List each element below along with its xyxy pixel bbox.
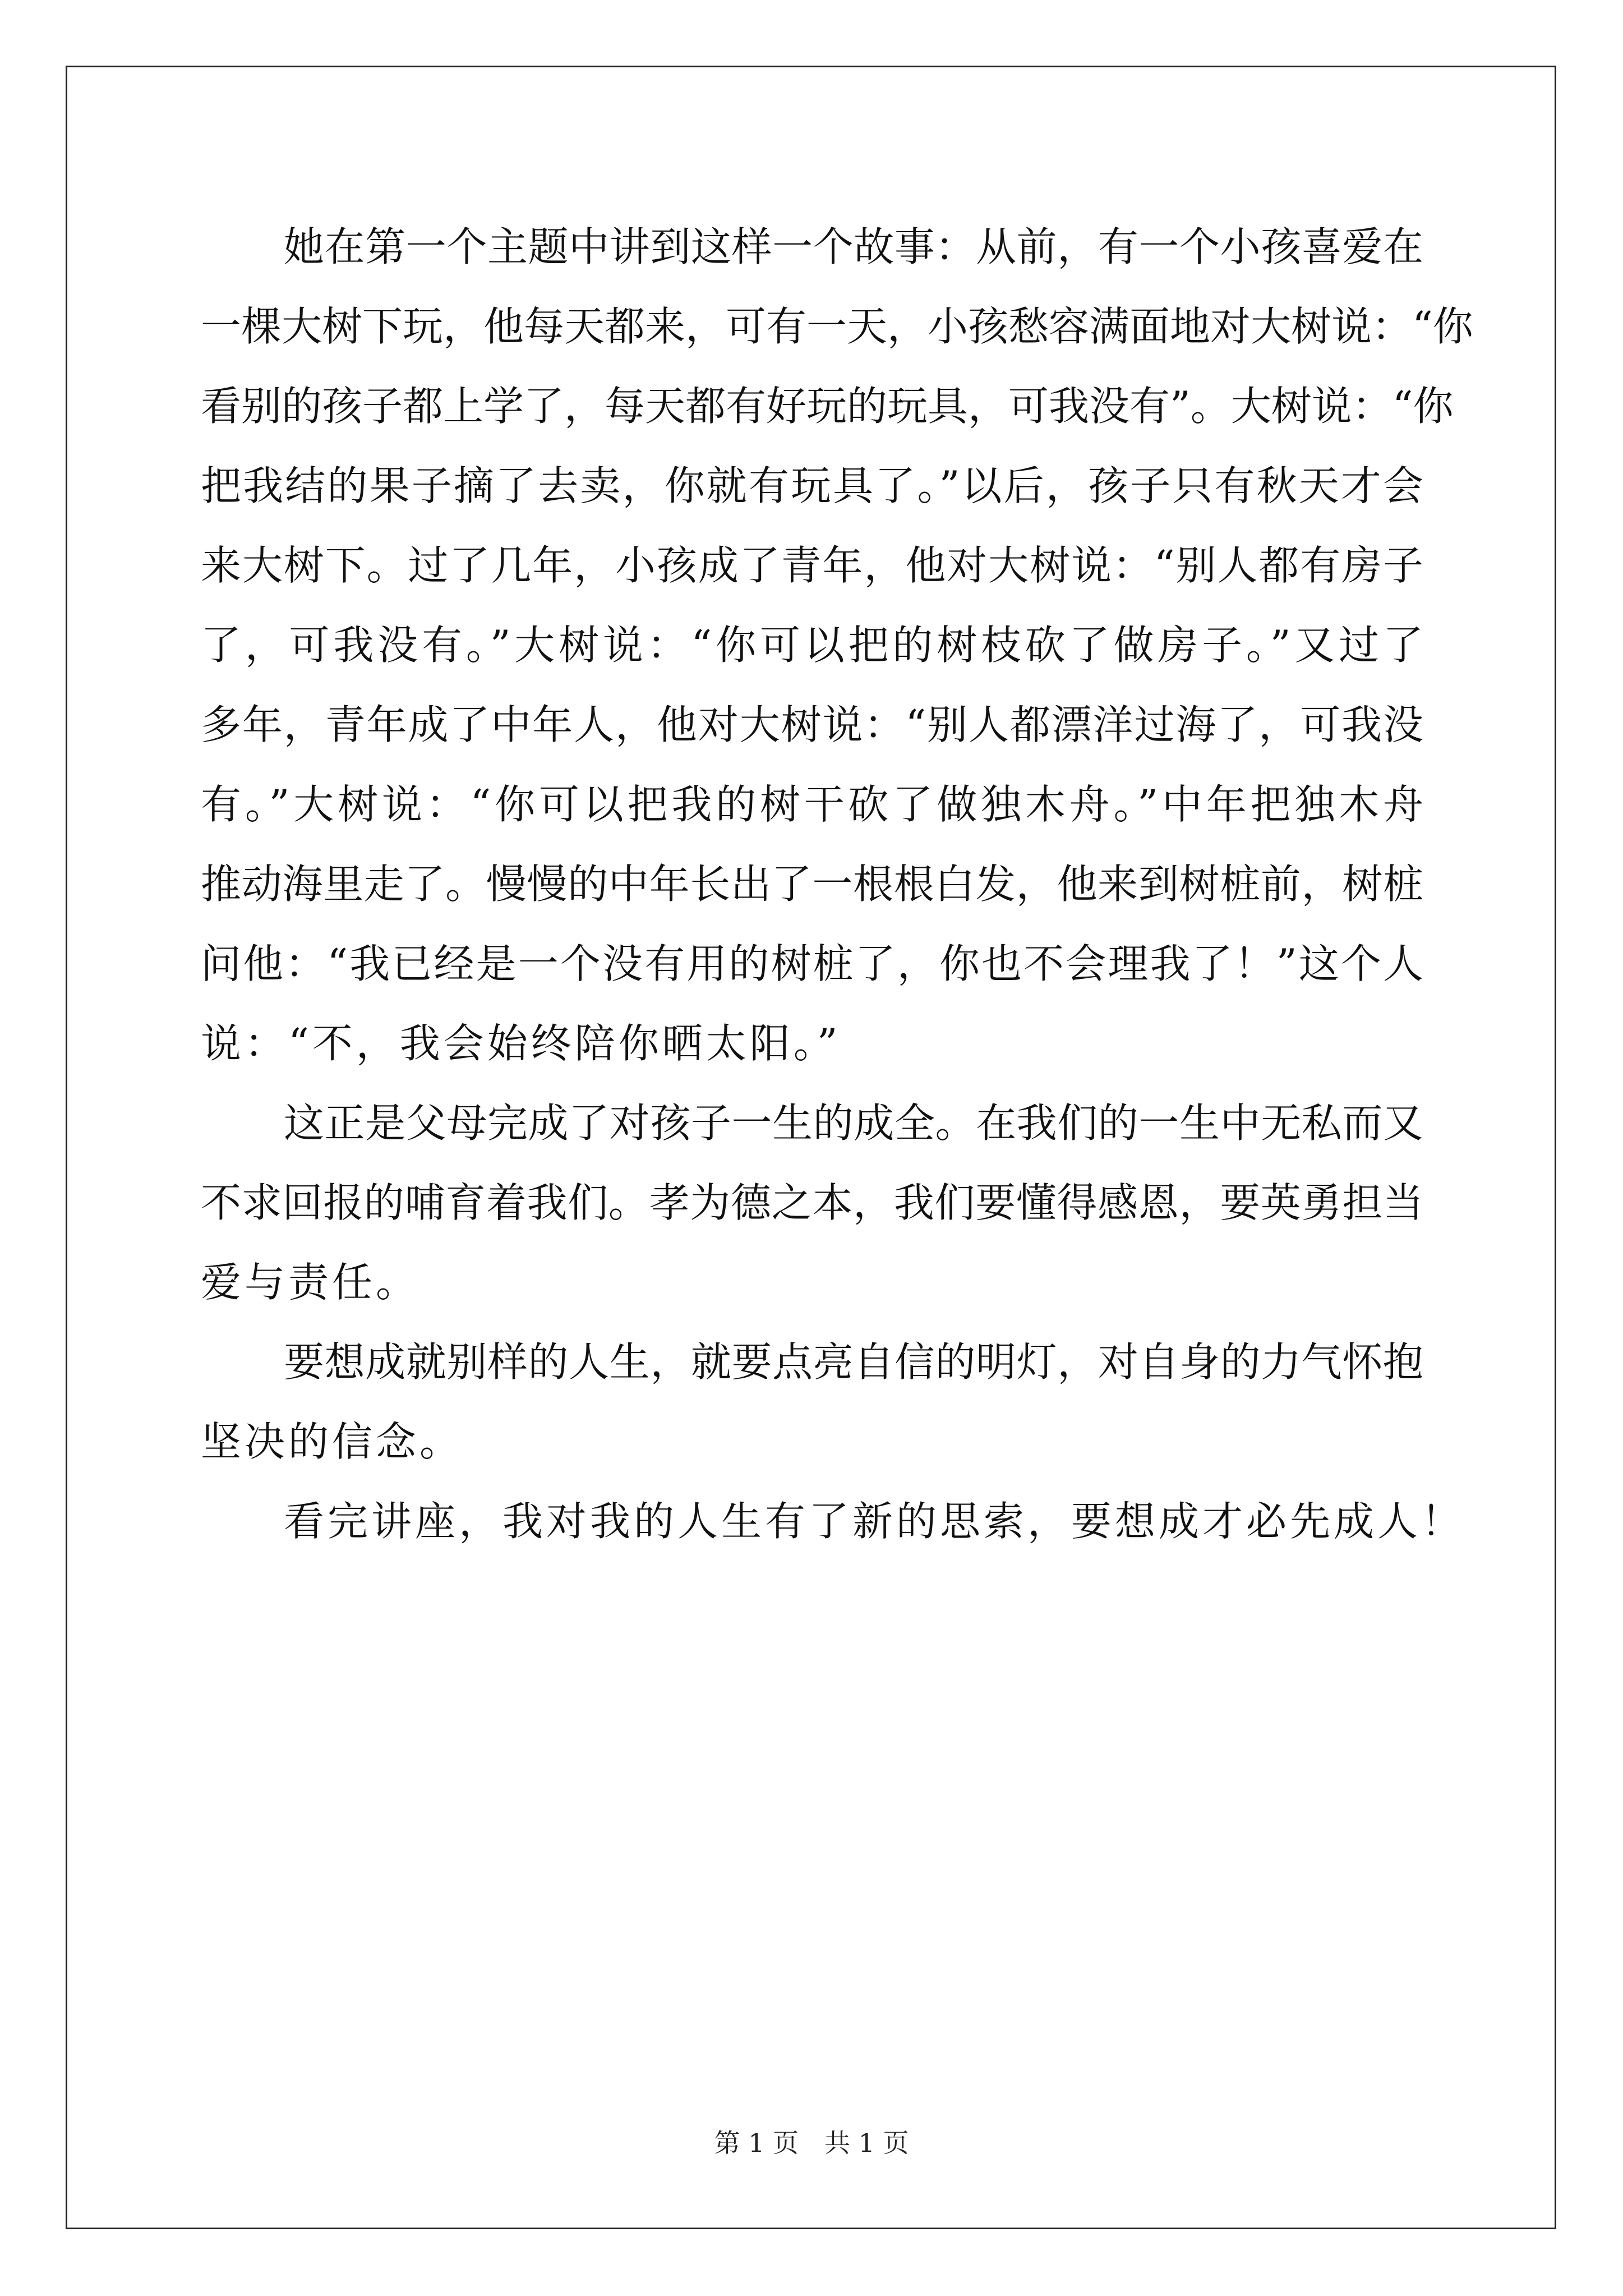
paragraph-4-line-1: 看完讲座，我对我的人生有了新的思索，要想成才必先成人！ — [284, 1498, 1465, 1545]
paragraph-1-line-6: 了，可我没有。”大树说：“你可以把的树枝砍了做房子。”又过了 — [201, 622, 1423, 669]
paragraph-1-line-4: 把我结的果子摘了去卖，你就有玩具了。”以后，孩子只有秋天才会 — [201, 462, 1423, 509]
paragraph-1-line-8: 有。”大树说：“你可以把我的树干砍了做独木舟。”中年把独木舟 — [201, 781, 1423, 828]
paragraph-1-line-2: 一棵大树下玩，他每天都来，可有一天，小孩愁容满面地对大树说：“你 — [201, 303, 1473, 350]
paragraph-1-line-7: 多年，青年成了中年人，他对大树说：“别人都漂洋过海了，可我没 — [201, 701, 1423, 748]
paragraph-1-line-3: 看别的孩子都上学了，每天都有好玩的玩具，可我没有”。大树说：“你 — [201, 383, 1454, 430]
paragraph-1-line-11: 说：“不，我会始终陪你晒太阳。” — [201, 1020, 841, 1067]
paragraph-3-line-2: 坚决的信念。 — [201, 1418, 464, 1465]
paragraph-1-line-9: 推动海里走了。慢慢的中年长出了一根根白发，他来到树桩前，树桩 — [201, 861, 1423, 908]
paragraph-3-line-1: 要想成就别样的人生，就要点亮自信的明灯，对自身的力气怀抱 — [284, 1338, 1423, 1386]
paragraph-1-line-10: 问他：“我已经是一个没有用的树桩了，你也不会理我了！”这个人 — [201, 940, 1423, 987]
page-number-footer: 第 1 页 共 1 页 — [714, 2128, 909, 2158]
paragraph-1-line-5: 来大树下。过了几年，小孩成了青年，他对大树说：“别人都有房子 — [201, 542, 1423, 589]
paragraph-2-line-2: 不求回报的哺育着我们。孝为德之本，我们要懂得感恩，要英勇担当 — [201, 1179, 1423, 1226]
paragraph-2-line-3: 爱与责任。 — [201, 1259, 420, 1306]
paragraph-2-line-1: 这正是父母完成了对孩子一生的成全。在我们的一生中无私而又 — [284, 1099, 1423, 1147]
paragraph-1-line-1: 她在第一个主题中讲到这样一个故事：从前，有一个小孩喜爱在 — [284, 223, 1423, 270]
